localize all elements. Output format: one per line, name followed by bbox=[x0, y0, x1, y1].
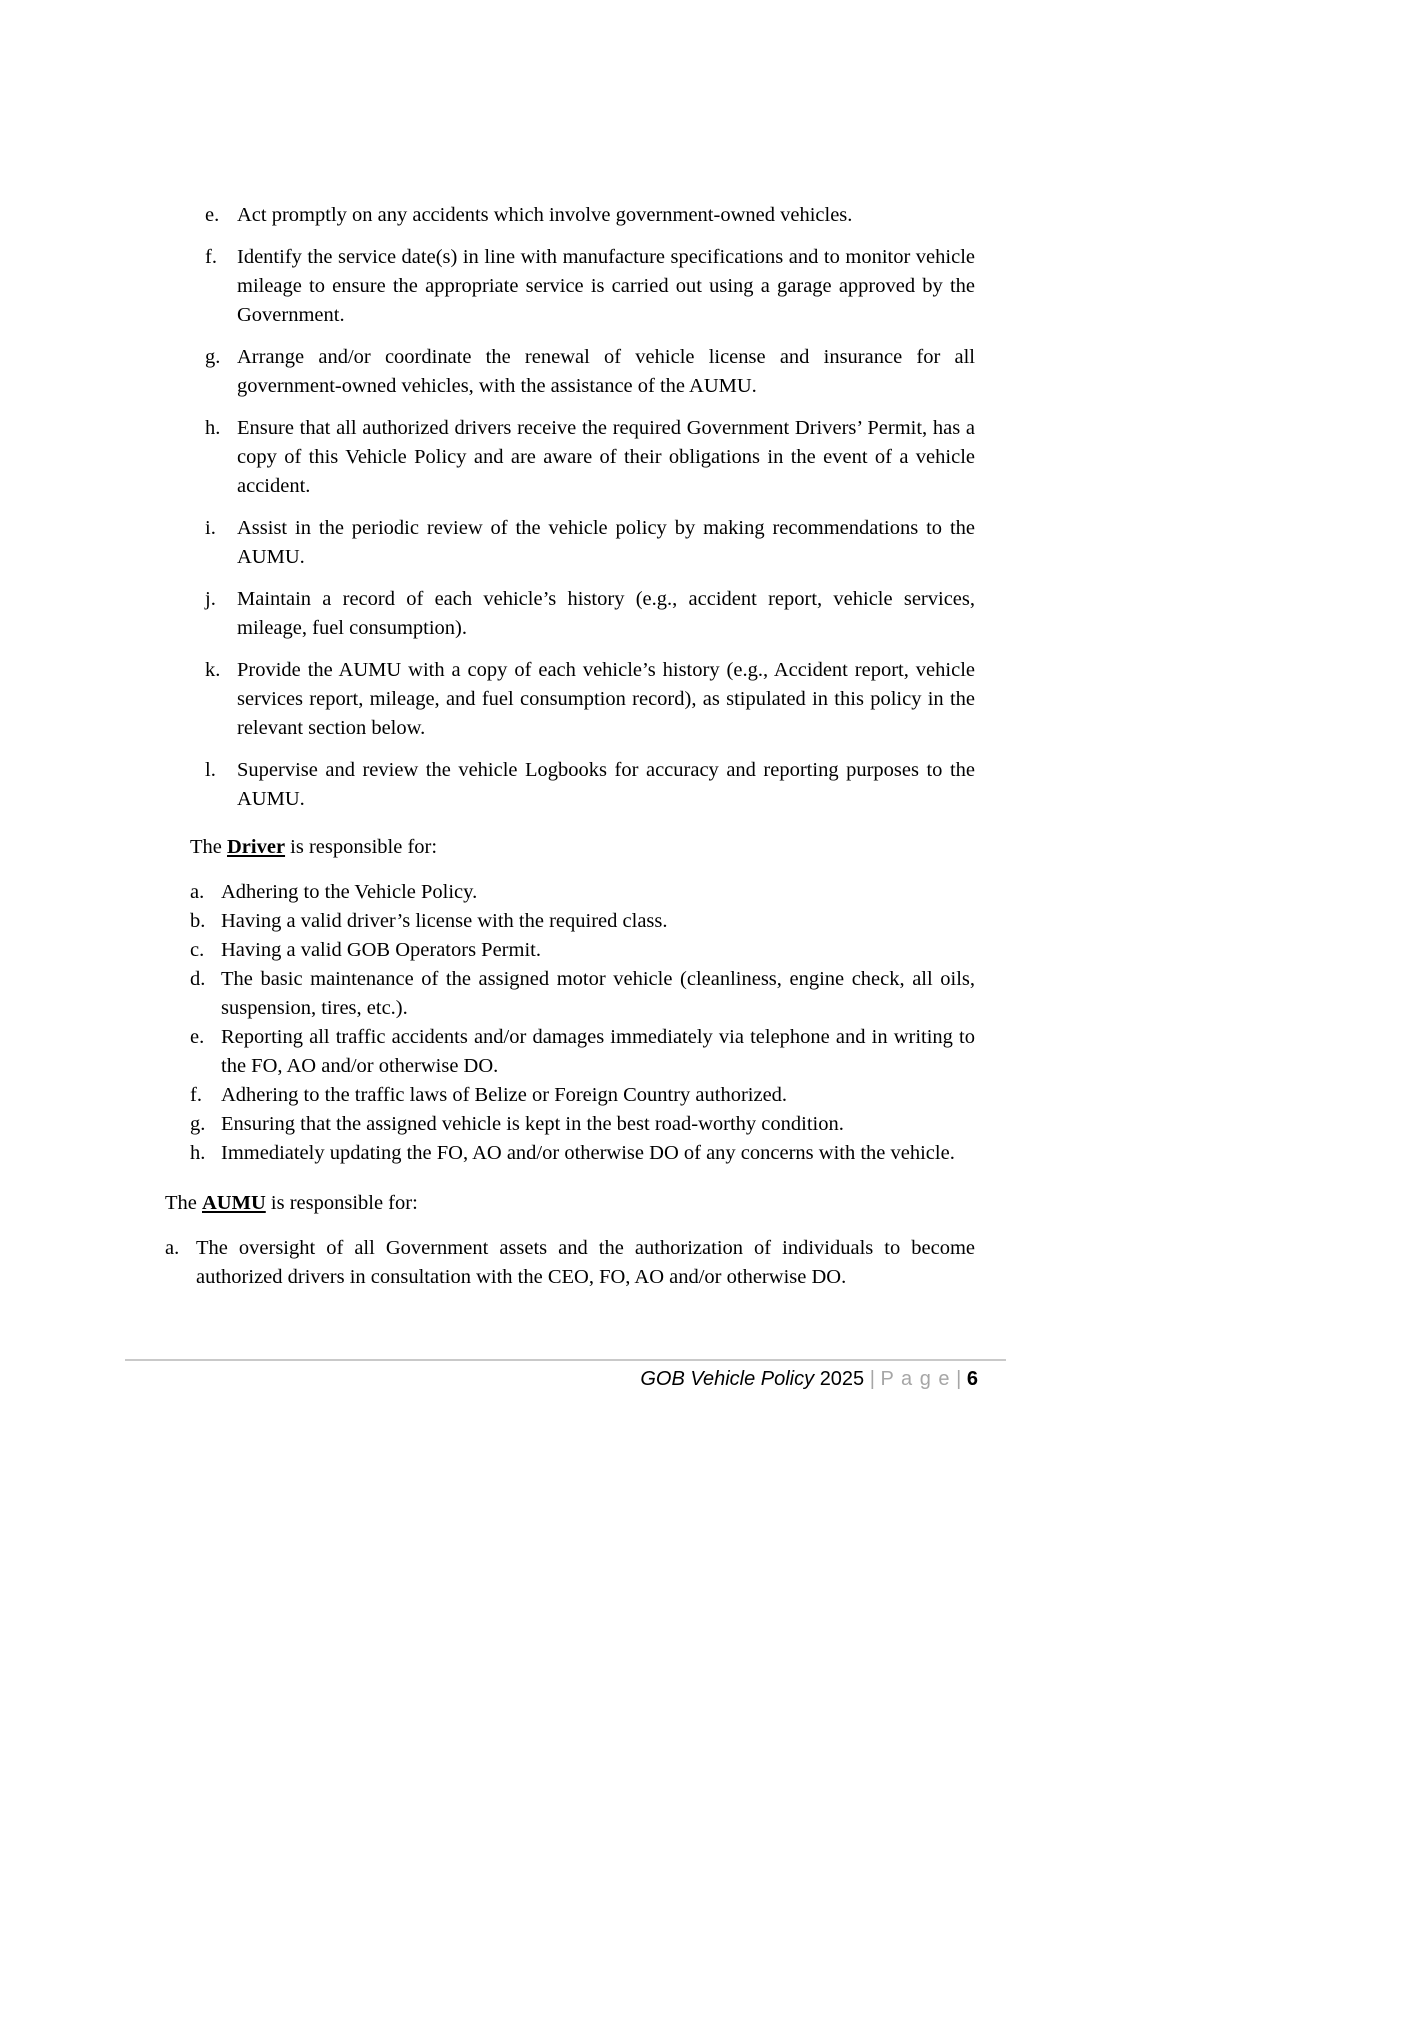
list-text: The oversight of all Government assets and the authorization of individuals to become authorized drivers in consultation with the CEO, FO, AO and/or otherwise DO. bbox=[196, 1237, 975, 1288]
list-marker: h. bbox=[190, 1142, 206, 1164]
heading-post: is responsible for: bbox=[285, 836, 438, 858]
page-footer bbox=[125, 1359, 1006, 1391]
list-text: Ensure that all authorized drivers receive the required Government Drivers’ Permit, has a copy of this Vehicle Policy and are aware of their obligations in the event of a vehicle accident. bbox=[237, 417, 975, 497]
heading-post: is responsible for: bbox=[265, 1192, 418, 1214]
list-text: Supervise and review the vehicle Logbooks for accuracy and reporting purposes to the AUMU. bbox=[237, 759, 975, 810]
list-text: Ensuring that the assigned vehicle is kept in the best road-worthy condition. bbox=[221, 1113, 844, 1135]
list-item bbox=[190, 1081, 975, 1110]
list-marker: g. bbox=[205, 346, 221, 368]
footer-pipe: | bbox=[956, 1368, 962, 1390]
list-item bbox=[205, 756, 975, 814]
list-text: Act promptly on any accidents which involve government-owned vehicles. bbox=[237, 204, 853, 226]
footer-page-number: 6 bbox=[966, 1368, 978, 1390]
list-marker: g. bbox=[190, 1113, 206, 1135]
list-marker: i. bbox=[205, 517, 216, 539]
list-item bbox=[190, 907, 975, 936]
list-item bbox=[205, 514, 975, 572]
list-item bbox=[205, 201, 975, 230]
list-text: The basic maintenance of the assigned motor vehicle (cleanliness, engine check, all oils, suspension, tires, etc.). bbox=[221, 968, 975, 1019]
list-item bbox=[205, 343, 975, 401]
list-item bbox=[190, 965, 975, 1023]
list-text: Having a valid GOB Operators Permit. bbox=[221, 939, 541, 961]
list-text: Provide the AUMU with a copy of each vehicle’s history (e.g., Accident report, vehicle services report, mileage, and fuel consumption record), as stipulated in this policy in the relevant section below. bbox=[237, 659, 975, 739]
fo-duties-list bbox=[165, 201, 975, 814]
driver-section-heading bbox=[190, 833, 975, 862]
list-text: Assist in the periodic review of the vehicle policy by making recommendations to the AUMU. bbox=[237, 517, 975, 568]
aumu-duties-list bbox=[165, 1234, 975, 1292]
footer-doc-title: GOB Vehicle Policy bbox=[640, 1368, 815, 1390]
list-item bbox=[190, 1110, 975, 1139]
footer-text bbox=[125, 1361, 1006, 1391]
list-text: Having a valid driver’s license with the required class. bbox=[221, 910, 668, 932]
footer-page-word: P a g e bbox=[880, 1368, 951, 1390]
list-item bbox=[190, 1139, 975, 1168]
list-text: Arrange and/or coordinate the renewal of vehicle license and insurance for all government-owned vehicles, with the assistance of the AUMU. bbox=[237, 346, 975, 397]
list-item bbox=[165, 1234, 975, 1292]
list-text: Immediately updating the FO, AO and/or otherwise DO of any concerns with the vehicle. bbox=[221, 1142, 955, 1164]
list-text: Maintain a record of each vehicle’s history (e.g., accident report, vehicle services, mileage, fuel consumption). bbox=[237, 588, 975, 639]
list-text: Adhering to the traffic laws of Belize or Foreign Country authorized. bbox=[221, 1084, 788, 1106]
list-marker: k. bbox=[205, 659, 221, 681]
list-item bbox=[205, 243, 975, 330]
list-item bbox=[205, 414, 975, 501]
list-marker: a. bbox=[190, 881, 205, 903]
document-content bbox=[165, 201, 975, 1292]
list-item bbox=[205, 585, 975, 643]
list-marker: c. bbox=[190, 939, 205, 961]
list-item bbox=[205, 656, 975, 743]
heading-pre: The bbox=[190, 836, 227, 858]
list-marker: e. bbox=[190, 1026, 205, 1048]
footer-pipe: | bbox=[869, 1368, 875, 1390]
list-text: Reporting all traffic accidents and/or damages immediately via telephone and in writing to the FO, AO and/or otherwise DO. bbox=[221, 1026, 975, 1077]
list-marker: e. bbox=[205, 204, 220, 226]
list-marker: d. bbox=[190, 968, 206, 990]
list-marker: b. bbox=[190, 910, 206, 932]
list-text: Identify the service date(s) in line with manufacture specifications and to monitor vehicle mileage to ensure the appropriate service is carried out using a garage approved by the Government. bbox=[237, 246, 975, 326]
list-item bbox=[190, 1023, 975, 1081]
list-text: Adhering to the Vehicle Policy. bbox=[221, 881, 478, 903]
list-marker: a. bbox=[165, 1237, 180, 1259]
heading-term-driver: Driver bbox=[227, 836, 286, 858]
footer-year: 2025 bbox=[819, 1368, 865, 1390]
driver-duties-list bbox=[165, 878, 975, 1168]
list-marker: f. bbox=[205, 246, 217, 268]
list-item bbox=[190, 878, 975, 907]
list-marker: f. bbox=[190, 1084, 202, 1106]
list-item bbox=[190, 936, 975, 965]
heading-pre: The bbox=[165, 1192, 202, 1214]
list-marker: h. bbox=[205, 417, 221, 439]
aumu-section-heading bbox=[165, 1189, 975, 1218]
heading-term-aumu: AUMU bbox=[202, 1192, 266, 1214]
list-marker: l. bbox=[205, 759, 216, 781]
list-marker: j. bbox=[205, 588, 216, 610]
